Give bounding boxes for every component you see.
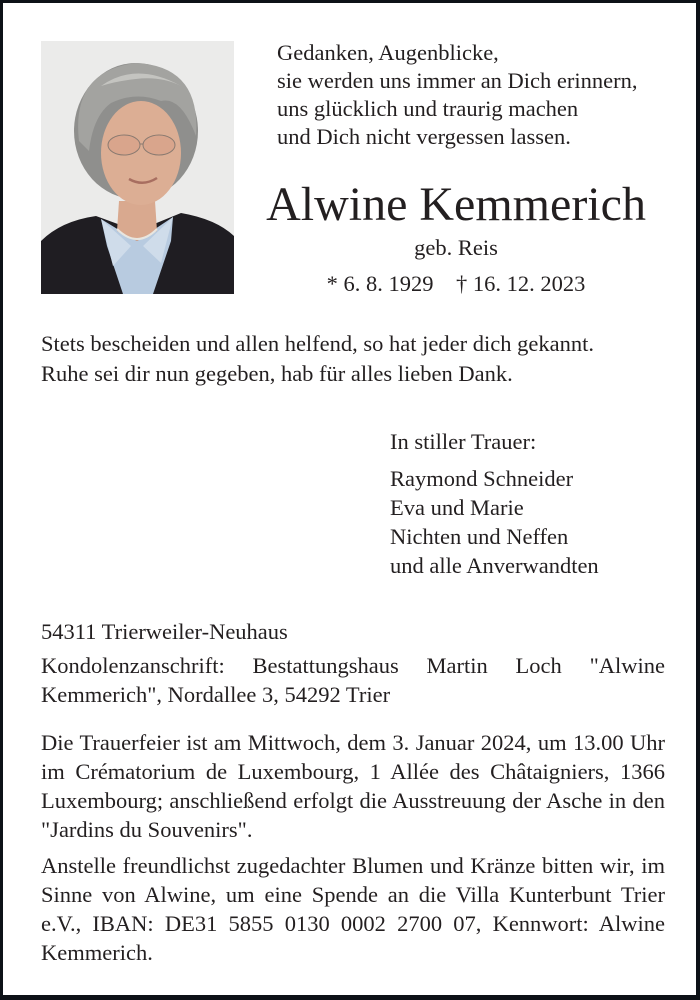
poem-line: uns glücklich und traurig machen: [277, 96, 579, 121]
memorial-motto: [41, 329, 667, 389]
life-dates: * 6. 8. 1929 † 16. 12. 2023: [326, 271, 586, 296]
poem-line: und Dich nicht vergessen lassen.: [277, 124, 571, 149]
deceased-name: Alwine Kemmerich: [266, 178, 646, 231]
portrait-image-icon: [41, 41, 234, 294]
portrait-photo: [41, 41, 234, 294]
mourner-name: Eva und Marie: [390, 495, 524, 520]
memorial-poem: [277, 39, 638, 151]
maiden-name: geb. Reis: [414, 235, 498, 260]
mourners-block: [390, 427, 599, 580]
condolence-address: Kondolenzanschrift: Bestattungshaus Martin Loch "Alwine Kemmerich", Nordallee 3, 54292 Trier: [41, 653, 665, 707]
mourner-name: Nichten und Neffen: [390, 524, 569, 549]
poem-line: sie werden uns immer an Dich erinnern,: [277, 68, 638, 93]
mourner-name: und alle Anverwandten: [390, 553, 599, 578]
residence-place: 54311 Trierweiler-Neuhaus: [41, 619, 288, 644]
mourners-heading: In stiller Trauer:: [390, 429, 537, 454]
mourner-name: Raymond Schneider: [390, 466, 574, 491]
obituary-notice: [3, 3, 696, 995]
motto-line: Stets bescheiden und allen helfend, so hat jeder dich gekannt.: [41, 331, 594, 356]
ceremony-info: Die Trauerfeier ist am Mittwoch, dem 3. Januar 2024, um 13.00 Uhr im Crématorium de Luxembourg, 1 Allée des Châtaigniers, 1366 Luxembourg; anschließend erfolgt die Ausstreuung der Asche in den "Jardins du Souvenirs".: [41, 730, 665, 842]
poem-line: Gedanken, Augenblicke,: [277, 40, 499, 65]
motto-line: Ruhe sei dir nun gegeben, hab für alles lieben Dank.: [41, 361, 513, 386]
donation-request: Anstelle freundlichst zugedachter Blumen und Kränze bitten wir, im Sinne von Alwine, um eine Spende an die Villa Kunterbunt Trier e.V., IBAN: DE31 5855 0130 0002 2700 07, Kennwort: Alwine Kemmerich.: [41, 853, 665, 965]
mourners-list: [390, 464, 599, 580]
